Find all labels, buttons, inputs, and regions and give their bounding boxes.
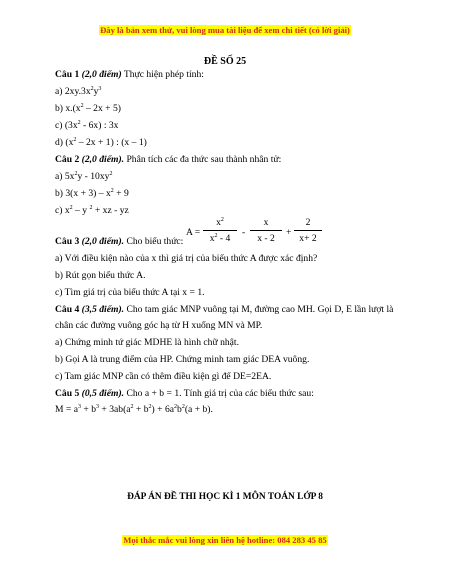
q2-heading <box>55 154 281 166</box>
m-s3: 2 <box>130 404 134 410</box>
q2-part-a <box>55 171 112 183</box>
q1-a-exp2: 3 <box>98 86 102 92</box>
m-s1: 3 <box>78 404 81 410</box>
q2-a-mid: y - 10xy <box>77 171 110 182</box>
q3-label: Câu 3 <box>55 236 80 247</box>
q5-text: Cho a + b = 1. Tính giá trị của các biểu thức sau: <box>126 388 314 399</box>
m-s6: 2 <box>181 404 185 410</box>
q1-part-b <box>55 103 121 115</box>
q2-part-c <box>55 205 129 217</box>
m-s2: 3 <box>96 404 100 410</box>
q4-points: (3,5 điểm). <box>81 304 125 315</box>
q3-heading <box>55 236 183 248</box>
q4-label: Câu 4 <box>55 304 80 315</box>
m-t0: M = a <box>55 404 78 415</box>
q2-a-text: a) 5x <box>55 171 75 182</box>
m-t5: b <box>177 404 182 415</box>
m-t6: (a + b). <box>184 404 213 415</box>
hotline-text: Mọi thắc mắc vui lòng xin liên hệ hotline: 084 283 45 85 <box>123 535 327 545</box>
m-t3: + b <box>133 404 149 415</box>
q4-part-c: c) Tam giác MNP cần có thêm điều kiện gì để DE=2EA. <box>55 371 272 382</box>
q4-heading <box>55 302 405 334</box>
q2-a-exp1: 2 <box>74 171 78 177</box>
q1-b-post: – 2x + 5) <box>83 103 121 114</box>
fraction-3-bar <box>294 230 322 231</box>
q1-a-exp1: 2 <box>90 86 94 92</box>
q2-c-mid: – y <box>72 205 90 216</box>
m-t4: ) + 6a <box>151 404 175 415</box>
q5-points: (0,5 điểm). <box>81 388 125 399</box>
q1-a-text: a) 2xy.3x <box>55 86 91 97</box>
q3-text: Cho biểu thức: <box>126 236 184 247</box>
fraction-1-numerator <box>203 216 237 229</box>
q3-part-c: c) Tìm giá trị của biểu thức A tại x = 1. <box>55 287 205 298</box>
hotline-banner <box>0 535 450 545</box>
q1-label: Câu 1 <box>55 69 80 80</box>
preview-notice-text: Đây là bản xem thử, vui lòng mua tài liệu để xem chi tiết (có lời giải) <box>100 25 350 35</box>
q4-part-a: a) Chứng minh tứ giác MDHE là hình chữ nhật. <box>55 337 239 348</box>
q2-label: Câu 2 <box>55 154 80 165</box>
q1-d-post: – 2x + 1) : (x – 1) <box>76 137 147 148</box>
q3-part-b: b) Rút gọn biểu thức A. <box>55 270 146 281</box>
q1-a-mid: y <box>93 86 99 97</box>
fraction-1 <box>203 216 237 245</box>
fraction-3-denominator: x+ 2 <box>299 233 317 244</box>
q5-label: Câu 5 <box>55 388 80 399</box>
q2-c-exp1: 2 <box>69 205 73 211</box>
fraction-3 <box>294 216 322 245</box>
exam-title: ĐỀ SỐ 25 <box>203 56 247 67</box>
operator-plus: + <box>286 227 292 238</box>
q1-part-d <box>55 137 147 149</box>
f1-den-post: - 4 <box>217 233 231 244</box>
q1-part-c <box>55 120 118 132</box>
q2-c-post: + xz - yz <box>92 205 129 216</box>
q3-part-a: a) Với điều kiện nào của x thì giá trị của biểu thức A được xác định? <box>55 253 318 264</box>
f1-den-text: x <box>209 233 215 244</box>
f1-den-exp: 2 <box>214 233 218 239</box>
q1-d-exp: 2 <box>73 137 77 143</box>
f1-num-text: x <box>216 217 221 228</box>
formula-lhs: A = <box>186 227 201 238</box>
q2-a-exp2: 2 <box>109 171 113 177</box>
q1-part-a <box>55 86 101 98</box>
fraction-2-denominator: x - 2 <box>257 233 275 244</box>
q1-text: Thực hiện phép tính: <box>123 69 204 80</box>
m-s4: 2 <box>148 404 152 410</box>
q2-c-text: c) x <box>55 205 70 216</box>
preview-notice-banner <box>0 25 450 35</box>
q1-points: (2,0 điểm) <box>81 69 122 80</box>
q3-points: (2,0 điểm). <box>81 236 125 247</box>
q2-c-exp2: 2 <box>89 205 93 211</box>
q1-c-post: - 6x) : 3x <box>80 120 119 131</box>
operator-minus: - <box>242 227 246 238</box>
q2-b-text: b) 3(x + 3) – x <box>55 188 111 199</box>
q2-part-b <box>55 188 129 200</box>
q1-c-exp: 2 <box>77 120 81 126</box>
q5-heading <box>55 388 314 400</box>
q2-b-exp: 2 <box>110 188 114 194</box>
fraction-1-bar <box>203 230 237 231</box>
q1-c-text: c) (3x <box>55 120 78 131</box>
q1-heading <box>55 69 204 81</box>
q1-b-exp: 2 <box>80 103 84 109</box>
m-s5: 2 <box>174 404 178 410</box>
q5-expression <box>55 404 213 416</box>
q4-part-b: b) Gọi A là trung điểm của HP. Chứng minh tam giác DEA vuông. <box>55 354 310 365</box>
q2-b-post: + 9 <box>113 188 129 199</box>
fraction-2 <box>250 216 282 245</box>
q2-text: Phân tích các đa thức sau thành nhân tử: <box>126 154 282 165</box>
q2-points: (2,0 điểm). <box>81 154 125 165</box>
m-t2: + 3ab(a <box>99 404 131 415</box>
m-t1: + b <box>81 404 97 415</box>
fraction-1-denominator <box>203 232 237 245</box>
q1-d-text: d) (x <box>55 137 74 148</box>
fraction-2-numerator: x <box>263 217 269 228</box>
q1-b-text: b) x.(x <box>55 103 81 114</box>
fraction-2-bar <box>250 230 282 231</box>
fraction-3-numerator: 2 <box>305 217 311 228</box>
answer-key-title: ĐÁP ÁN ĐỀ THI HỌC KÌ 1 MÔN TOÁN LỚP 8 <box>127 492 323 502</box>
f1-num-exp: 2 <box>220 217 224 223</box>
q4-text: Cho tam giác MNP vuông tại M, đường cao MH. Gọi D, E lần lượt là chân các đường vuông góc hạ từ H xuống MN và MP. <box>55 304 394 331</box>
